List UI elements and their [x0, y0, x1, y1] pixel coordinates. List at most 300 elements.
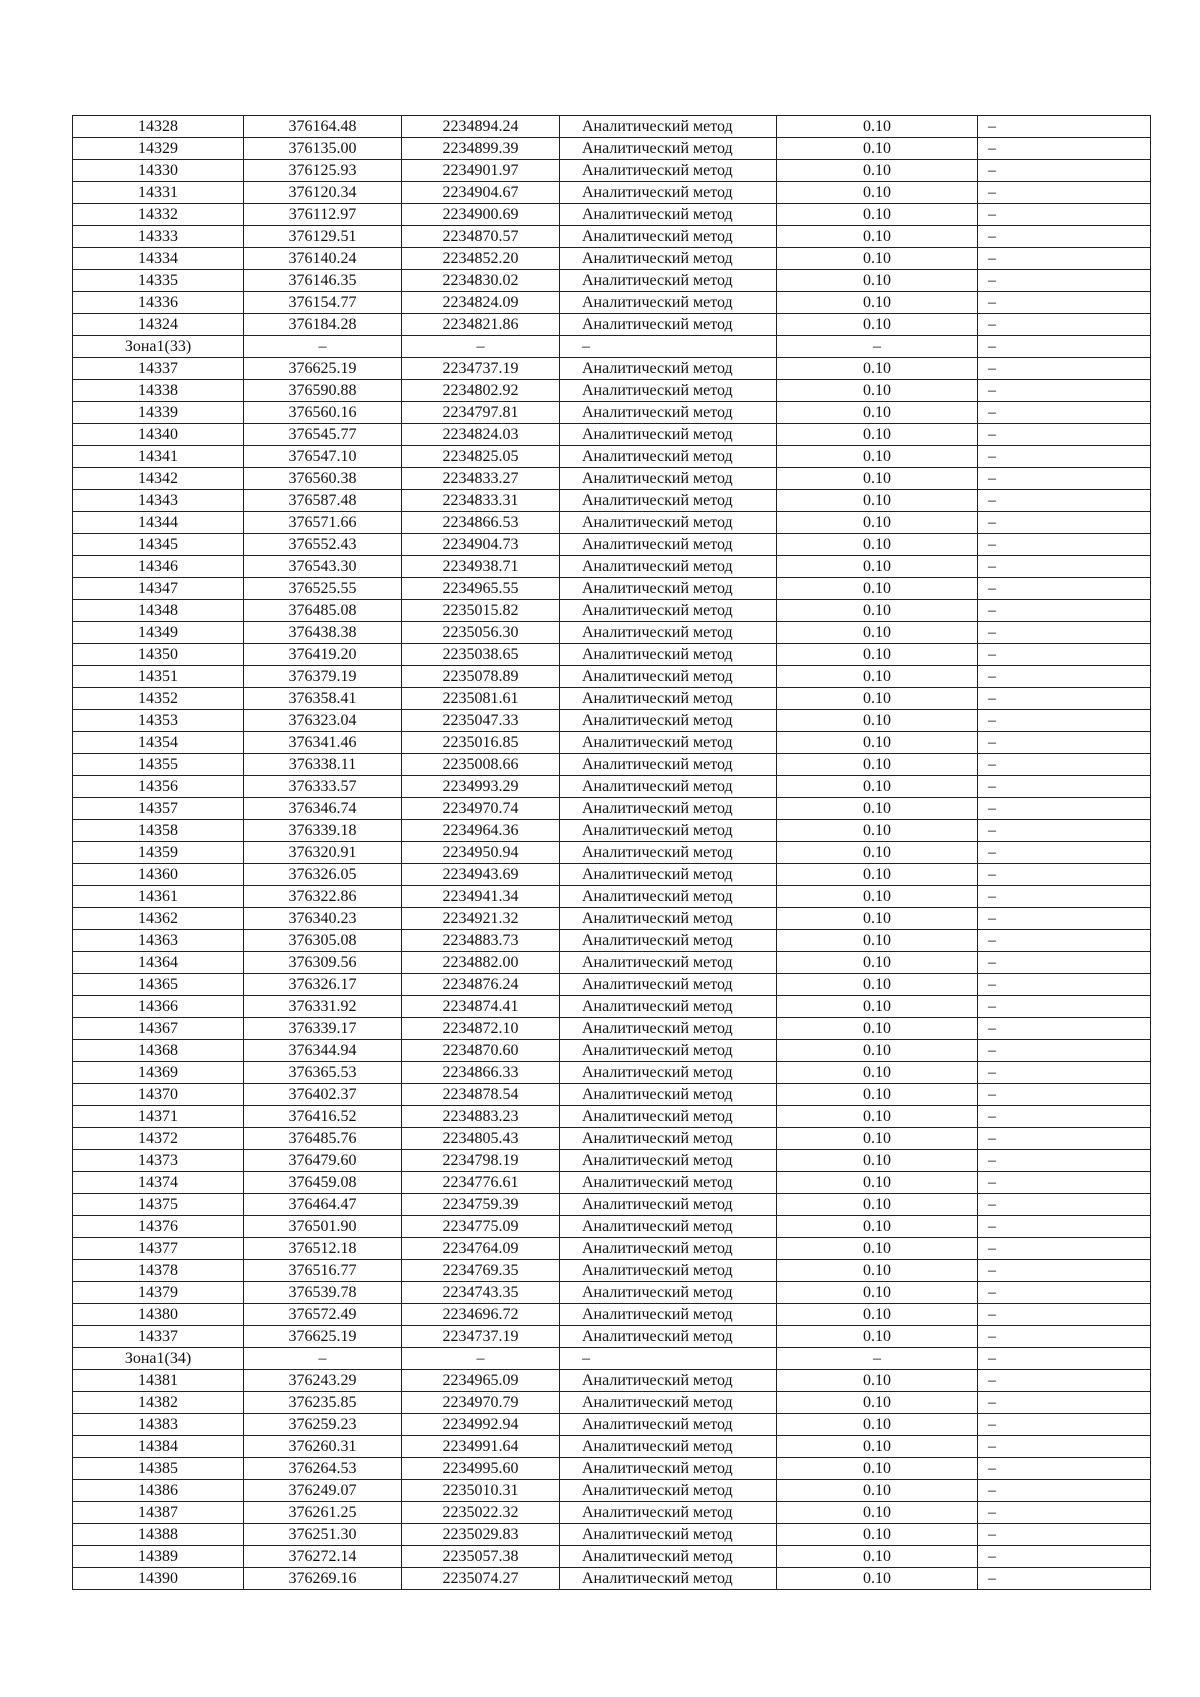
point-number-cell: 14328 — [73, 116, 244, 138]
point-number-cell: 14379 — [73, 1282, 244, 1304]
note-cell: – — [978, 1040, 1151, 1062]
method-cell: Аналитический метод — [560, 138, 777, 160]
note-cell: – — [978, 424, 1151, 446]
note-cell: – — [978, 182, 1151, 204]
y-coordinate-cell: 2235015.82 — [402, 600, 560, 622]
note-cell: – — [978, 1480, 1151, 1502]
error-cell: 0.10 — [777, 204, 978, 226]
note-cell: – — [978, 468, 1151, 490]
y-coordinate-cell: 2234882.00 — [402, 952, 560, 974]
x-coordinate-cell: 376320.91 — [244, 842, 402, 864]
note-cell: – — [978, 864, 1151, 886]
x-coordinate-cell: 376344.94 — [244, 1040, 402, 1062]
point-number-cell: 14340 — [73, 424, 244, 446]
method-cell: Аналитический метод — [560, 380, 777, 402]
x-coordinate-cell: – — [244, 336, 402, 358]
error-cell: 0.10 — [777, 1370, 978, 1392]
method-cell: Аналитический метод — [560, 578, 777, 600]
table-row — [73, 1326, 1151, 1348]
note-cell: – — [978, 1194, 1151, 1216]
table-row — [73, 1128, 1151, 1150]
x-coordinate-cell: 376516.77 — [244, 1260, 402, 1282]
note-cell: – — [978, 160, 1151, 182]
y-coordinate-cell: 2234775.09 — [402, 1216, 560, 1238]
table-row — [73, 1282, 1151, 1304]
point-number-cell: 14368 — [73, 1040, 244, 1062]
y-coordinate-cell: 2235038.65 — [402, 644, 560, 666]
y-coordinate-cell: – — [402, 1348, 560, 1370]
table-row — [73, 380, 1151, 402]
note-cell: – — [978, 996, 1151, 1018]
x-coordinate-cell: 376379.19 — [244, 666, 402, 688]
method-cell: Аналитический метод — [560, 1260, 777, 1282]
note-cell: – — [978, 1568, 1151, 1590]
table-row — [73, 1414, 1151, 1436]
x-coordinate-cell: 376120.34 — [244, 182, 402, 204]
point-number-cell: 14348 — [73, 600, 244, 622]
method-cell: Аналитический метод — [560, 1524, 777, 1546]
error-cell: 0.10 — [777, 1502, 978, 1524]
x-coordinate-cell: 376525.55 — [244, 578, 402, 600]
y-coordinate-cell: 2234883.73 — [402, 930, 560, 952]
note-cell: – — [978, 732, 1151, 754]
table-row — [73, 1370, 1151, 1392]
y-coordinate-cell: 2234943.69 — [402, 864, 560, 886]
table-row — [73, 974, 1151, 996]
error-cell: 0.10 — [777, 556, 978, 578]
table-row — [73, 1458, 1151, 1480]
x-coordinate-cell: 376571.66 — [244, 512, 402, 534]
x-coordinate-cell: 376625.19 — [244, 358, 402, 380]
note-cell: – — [978, 1414, 1151, 1436]
point-number-cell: 14353 — [73, 710, 244, 732]
error-cell: 0.10 — [777, 1018, 978, 1040]
error-cell: 0.10 — [777, 930, 978, 952]
method-cell: Аналитический метод — [560, 820, 777, 842]
table-row — [73, 1568, 1151, 1590]
x-coordinate-cell: 376112.97 — [244, 204, 402, 226]
note-cell: – — [978, 380, 1151, 402]
method-cell: Аналитический метод — [560, 600, 777, 622]
x-coordinate-cell: 376164.48 — [244, 116, 402, 138]
x-coordinate-cell: 376547.10 — [244, 446, 402, 468]
error-cell: 0.10 — [777, 1458, 978, 1480]
y-coordinate-cell: 2235022.32 — [402, 1502, 560, 1524]
y-coordinate-cell: 2234852.20 — [402, 248, 560, 270]
y-coordinate-cell: – — [402, 336, 560, 358]
x-coordinate-cell: 376485.08 — [244, 600, 402, 622]
note-cell: – — [978, 358, 1151, 380]
x-coordinate-cell: 376140.24 — [244, 248, 402, 270]
point-number-cell: 14372 — [73, 1128, 244, 1150]
note-cell: – — [978, 204, 1151, 226]
method-cell: Аналитический метод — [560, 776, 777, 798]
x-coordinate-cell: 376365.53 — [244, 1062, 402, 1084]
point-number-cell: 14362 — [73, 908, 244, 930]
method-cell: Аналитический метод — [560, 1568, 777, 1590]
error-cell: 0.10 — [777, 1568, 978, 1590]
error-cell: 0.10 — [777, 908, 978, 930]
x-coordinate-cell: 376587.48 — [244, 490, 402, 512]
y-coordinate-cell: 2234901.97 — [402, 160, 560, 182]
point-number-cell: 14382 — [73, 1392, 244, 1414]
x-coordinate-cell: 376545.77 — [244, 424, 402, 446]
error-cell: 0.10 — [777, 1062, 978, 1084]
y-coordinate-cell: 2234764.09 — [402, 1238, 560, 1260]
x-coordinate-cell: 376501.90 — [244, 1216, 402, 1238]
y-coordinate-cell: 2234737.19 — [402, 358, 560, 380]
point-number-cell: 14373 — [73, 1150, 244, 1172]
method-cell: Аналитический метод — [560, 1150, 777, 1172]
table-row — [73, 842, 1151, 864]
method-cell: – — [560, 336, 777, 358]
point-number-cell: 14361 — [73, 886, 244, 908]
error-cell: 0.10 — [777, 1392, 978, 1414]
y-coordinate-cell: 2235078.89 — [402, 666, 560, 688]
method-cell: Аналитический метод — [560, 358, 777, 380]
table-row — [73, 138, 1151, 160]
y-coordinate-cell: 2234900.69 — [402, 204, 560, 226]
y-coordinate-cell: 2234992.94 — [402, 1414, 560, 1436]
error-cell: 0.10 — [777, 1282, 978, 1304]
error-cell: 0.10 — [777, 578, 978, 600]
x-coordinate-cell: 376358.41 — [244, 688, 402, 710]
y-coordinate-cell: 2234825.05 — [402, 446, 560, 468]
y-coordinate-cell: 2234833.27 — [402, 468, 560, 490]
note-cell: – — [978, 886, 1151, 908]
method-cell: Аналитический метод — [560, 666, 777, 688]
error-cell: 0.10 — [777, 688, 978, 710]
method-cell: Аналитический метод — [560, 1480, 777, 1502]
error-cell: 0.10 — [777, 116, 978, 138]
point-number-cell: 14349 — [73, 622, 244, 644]
error-cell: 0.10 — [777, 1216, 978, 1238]
error-cell: 0.10 — [777, 644, 978, 666]
y-coordinate-cell: 2234950.94 — [402, 842, 560, 864]
method-cell: Аналитический метод — [560, 1018, 777, 1040]
x-coordinate-cell: 376272.14 — [244, 1546, 402, 1568]
x-coordinate-cell: 376264.53 — [244, 1458, 402, 1480]
note-cell: – — [978, 1150, 1151, 1172]
y-coordinate-cell: 2234769.35 — [402, 1260, 560, 1282]
table-row — [73, 666, 1151, 688]
point-number-cell: 14386 — [73, 1480, 244, 1502]
error-cell: 0.10 — [777, 952, 978, 974]
point-number-cell: 14380 — [73, 1304, 244, 1326]
point-number-cell: 14385 — [73, 1458, 244, 1480]
method-cell: Аналитический метод — [560, 798, 777, 820]
x-coordinate-cell: 376572.49 — [244, 1304, 402, 1326]
note-cell: – — [978, 820, 1151, 842]
y-coordinate-cell: 2234938.71 — [402, 556, 560, 578]
error-cell: 0.10 — [777, 358, 978, 380]
error-cell: 0.10 — [777, 270, 978, 292]
note-cell: – — [978, 556, 1151, 578]
point-number-cell: 14324 — [73, 314, 244, 336]
error-cell: 0.10 — [777, 424, 978, 446]
point-number-cell: 14371 — [73, 1106, 244, 1128]
y-coordinate-cell: 2234993.29 — [402, 776, 560, 798]
x-coordinate-cell: 376326.17 — [244, 974, 402, 996]
point-number-cell: 14375 — [73, 1194, 244, 1216]
note-cell: – — [978, 116, 1151, 138]
note-cell: – — [978, 1128, 1151, 1150]
table-row — [73, 1304, 1151, 1326]
y-coordinate-cell: 2235074.27 — [402, 1568, 560, 1590]
y-coordinate-cell: 2234802.92 — [402, 380, 560, 402]
point-number-cell: 14351 — [73, 666, 244, 688]
note-cell: – — [978, 446, 1151, 468]
note-cell: – — [978, 1304, 1151, 1326]
table-row — [73, 556, 1151, 578]
x-coordinate-cell: 376339.17 — [244, 1018, 402, 1040]
x-coordinate-cell: 376625.19 — [244, 1326, 402, 1348]
table-row — [73, 732, 1151, 754]
method-cell: Аналитический метод — [560, 1238, 777, 1260]
error-cell: 0.10 — [777, 226, 978, 248]
note-cell: – — [978, 930, 1151, 952]
error-cell: 0.10 — [777, 666, 978, 688]
point-number-cell: 14367 — [73, 1018, 244, 1040]
point-number-cell: 14377 — [73, 1238, 244, 1260]
error-cell: 0.10 — [777, 490, 978, 512]
error-cell: 0.10 — [777, 182, 978, 204]
note-cell: – — [978, 622, 1151, 644]
error-cell: 0.10 — [777, 1546, 978, 1568]
y-coordinate-cell: 2235047.33 — [402, 710, 560, 732]
table-row — [73, 1524, 1151, 1546]
method-cell: Аналитический метод — [560, 1304, 777, 1326]
method-cell: Аналитический метод — [560, 1194, 777, 1216]
table-row — [73, 996, 1151, 1018]
point-number-cell: 14335 — [73, 270, 244, 292]
method-cell: Аналитический метод — [560, 952, 777, 974]
error-cell: 0.10 — [777, 776, 978, 798]
point-number-cell: 14334 — [73, 248, 244, 270]
method-cell: Аналитический метод — [560, 1546, 777, 1568]
method-cell: Аналитический метод — [560, 732, 777, 754]
note-cell: – — [978, 754, 1151, 776]
method-cell: Аналитический метод — [560, 710, 777, 732]
note-cell: – — [978, 710, 1151, 732]
point-number-cell: 14344 — [73, 512, 244, 534]
table-row — [73, 1084, 1151, 1106]
note-cell: – — [978, 534, 1151, 556]
note-cell: – — [978, 1502, 1151, 1524]
table-row — [73, 358, 1151, 380]
x-coordinate-cell: 376341.46 — [244, 732, 402, 754]
point-number-cell: 14350 — [73, 644, 244, 666]
note-cell: – — [978, 798, 1151, 820]
error-cell: 0.10 — [777, 1238, 978, 1260]
x-coordinate-cell: 376235.85 — [244, 1392, 402, 1414]
x-coordinate-cell: 376129.51 — [244, 226, 402, 248]
note-cell: – — [978, 1282, 1151, 1304]
y-coordinate-cell: 2234824.03 — [402, 424, 560, 446]
y-coordinate-cell: 2235029.83 — [402, 1524, 560, 1546]
point-number-cell: 14336 — [73, 292, 244, 314]
y-coordinate-cell: 2234904.67 — [402, 182, 560, 204]
table-row — [73, 424, 1151, 446]
y-coordinate-cell: 2234899.39 — [402, 138, 560, 160]
table-row — [73, 248, 1151, 270]
x-coordinate-cell: 376539.78 — [244, 1282, 402, 1304]
point-number-cell: 14381 — [73, 1370, 244, 1392]
point-number-cell: 14341 — [73, 446, 244, 468]
note-cell: – — [978, 248, 1151, 270]
error-cell: 0.10 — [777, 1194, 978, 1216]
y-coordinate-cell: 2234878.54 — [402, 1084, 560, 1106]
y-coordinate-cell: 2234965.09 — [402, 1370, 560, 1392]
error-cell: 0.10 — [777, 534, 978, 556]
note-cell: – — [978, 402, 1151, 424]
method-cell: Аналитический метод — [560, 1436, 777, 1458]
x-coordinate-cell: 376125.93 — [244, 160, 402, 182]
error-cell: 0.10 — [777, 314, 978, 336]
error-cell: 0.10 — [777, 1260, 978, 1282]
method-cell: Аналитический метод — [560, 1282, 777, 1304]
y-coordinate-cell: 2234941.34 — [402, 886, 560, 908]
x-coordinate-cell: 376309.56 — [244, 952, 402, 974]
x-coordinate-cell: 376323.04 — [244, 710, 402, 732]
x-coordinate-cell: 376346.74 — [244, 798, 402, 820]
y-coordinate-cell: 2234797.81 — [402, 402, 560, 424]
table-row — [73, 1106, 1151, 1128]
table-row — [73, 1392, 1151, 1414]
note-cell: – — [978, 842, 1151, 864]
method-cell: Аналитический метод — [560, 1172, 777, 1194]
note-cell: – — [978, 1326, 1151, 1348]
point-number-cell: 14333 — [73, 226, 244, 248]
y-coordinate-cell: 2234833.31 — [402, 490, 560, 512]
table-row — [73, 512, 1151, 534]
point-number-cell: 14337 — [73, 1326, 244, 1348]
note-cell: – — [978, 1084, 1151, 1106]
error-cell: 0.10 — [777, 248, 978, 270]
error-cell: 0.10 — [777, 600, 978, 622]
note-cell: – — [978, 138, 1151, 160]
x-coordinate-cell: – — [244, 1348, 402, 1370]
x-coordinate-cell: 376269.16 — [244, 1568, 402, 1590]
x-coordinate-cell: 376590.88 — [244, 380, 402, 402]
method-cell: Аналитический метод — [560, 314, 777, 336]
table-row — [73, 622, 1151, 644]
x-coordinate-cell: 376552.43 — [244, 534, 402, 556]
method-cell: Аналитический метод — [560, 688, 777, 710]
error-cell: 0.10 — [777, 402, 978, 424]
table-row — [73, 864, 1151, 886]
point-number-cell: 14370 — [73, 1084, 244, 1106]
table-row — [73, 1018, 1151, 1040]
method-cell: Аналитический метод — [560, 534, 777, 556]
y-coordinate-cell: 2235008.66 — [402, 754, 560, 776]
error-cell: 0.10 — [777, 842, 978, 864]
method-cell: Аналитический метод — [560, 644, 777, 666]
point-number-cell: 14343 — [73, 490, 244, 512]
error-cell: 0.10 — [777, 1040, 978, 1062]
x-coordinate-cell: 376438.38 — [244, 622, 402, 644]
method-cell: Аналитический метод — [560, 424, 777, 446]
note-cell: – — [978, 1392, 1151, 1414]
method-cell: Аналитический метод — [560, 160, 777, 182]
point-number-cell: 14387 — [73, 1502, 244, 1524]
error-cell: 0.10 — [777, 622, 978, 644]
table-row — [73, 1480, 1151, 1502]
error-cell: 0.10 — [777, 1172, 978, 1194]
error-cell: 0.10 — [777, 468, 978, 490]
y-coordinate-cell: 2234743.35 — [402, 1282, 560, 1304]
method-cell: Аналитический метод — [560, 270, 777, 292]
x-coordinate-cell: 376560.38 — [244, 468, 402, 490]
y-coordinate-cell: 2234883.23 — [402, 1106, 560, 1128]
method-cell: Аналитический метод — [560, 446, 777, 468]
y-coordinate-cell: 2234805.43 — [402, 1128, 560, 1150]
x-coordinate-cell: 376333.57 — [244, 776, 402, 798]
point-number-cell: 14356 — [73, 776, 244, 798]
y-coordinate-cell: 2234824.09 — [402, 292, 560, 314]
y-coordinate-cell: 2234921.32 — [402, 908, 560, 930]
x-coordinate-cell: 376259.23 — [244, 1414, 402, 1436]
y-coordinate-cell: 2234991.64 — [402, 1436, 560, 1458]
table-row — [73, 116, 1151, 138]
method-cell: Аналитический метод — [560, 1062, 777, 1084]
table-row — [73, 688, 1151, 710]
table-row — [73, 446, 1151, 468]
note-cell: – — [978, 974, 1151, 996]
method-cell: Аналитический метод — [560, 864, 777, 886]
point-number-cell: 14352 — [73, 688, 244, 710]
x-coordinate-cell: 376479.60 — [244, 1150, 402, 1172]
y-coordinate-cell: 2234821.86 — [402, 314, 560, 336]
zone-label-cell: Зона1(34) — [73, 1348, 244, 1370]
x-coordinate-cell: 376146.35 — [244, 270, 402, 292]
x-coordinate-cell: 376340.23 — [244, 908, 402, 930]
x-coordinate-cell: 376326.05 — [244, 864, 402, 886]
x-coordinate-cell: 376459.08 — [244, 1172, 402, 1194]
note-cell: – — [978, 1260, 1151, 1282]
zone-header-row — [73, 336, 1151, 358]
note-cell: – — [978, 644, 1151, 666]
y-coordinate-cell: 2234798.19 — [402, 1150, 560, 1172]
coordinates-table — [72, 115, 1151, 1590]
point-number-cell: 14374 — [73, 1172, 244, 1194]
error-cell: 0.10 — [777, 1524, 978, 1546]
table-row — [73, 534, 1151, 556]
x-coordinate-cell: 376338.11 — [244, 754, 402, 776]
table-row — [73, 1238, 1151, 1260]
point-number-cell: 14338 — [73, 380, 244, 402]
error-cell: 0.10 — [777, 732, 978, 754]
error-cell: 0.10 — [777, 864, 978, 886]
error-cell: 0.10 — [777, 1304, 978, 1326]
note-cell: – — [978, 512, 1151, 534]
point-number-cell: 14330 — [73, 160, 244, 182]
x-coordinate-cell: 376251.30 — [244, 1524, 402, 1546]
table-row — [73, 270, 1151, 292]
method-cell: Аналитический метод — [560, 490, 777, 512]
error-cell: 0.10 — [777, 798, 978, 820]
error-cell: – — [777, 1348, 978, 1370]
point-number-cell: 14366 — [73, 996, 244, 1018]
y-coordinate-cell: 2234872.10 — [402, 1018, 560, 1040]
y-coordinate-cell: 2234894.24 — [402, 116, 560, 138]
table-row — [73, 578, 1151, 600]
point-number-cell: 14332 — [73, 204, 244, 226]
method-cell: Аналитический метод — [560, 556, 777, 578]
method-cell: Аналитический метод — [560, 116, 777, 138]
table-row — [73, 402, 1151, 424]
x-coordinate-cell: 376322.86 — [244, 886, 402, 908]
